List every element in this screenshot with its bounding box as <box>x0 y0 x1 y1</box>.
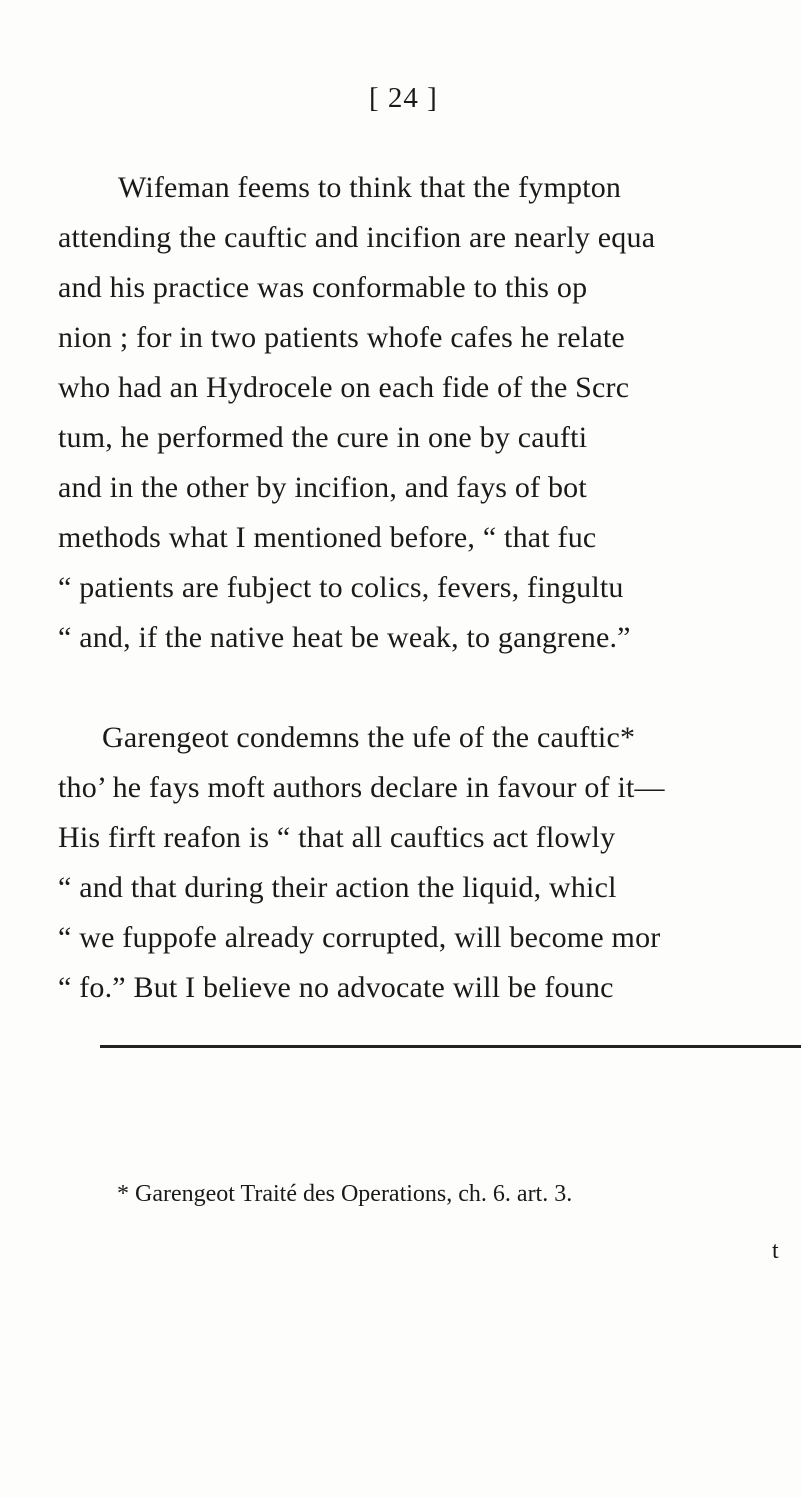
text-line: tum, he performed the cure in one by caufti <box>58 421 588 454</box>
text-line: who had an Hydrocele on each fide of the Scrc <box>58 371 630 404</box>
text-line: nion ; for in two patients whofe cafes he relate <box>58 321 625 354</box>
text-line: tho’ he fays moft authors declare in favour of it— <box>58 771 665 804</box>
footnote: * Garengeot Traité des Operations, ch. 6. art. 3. <box>117 1181 573 1207</box>
text-line: “ patients are fubject to colics, fevers, fingultu <box>58 571 624 604</box>
footnote-rule <box>100 1045 801 1048</box>
text-line: methods what I mentioned before, “ that fuc <box>58 521 597 554</box>
text-line: Garengeot condemns the ufe of the cauftic* <box>102 721 636 754</box>
text-line: and in the other by incifion, and fays of bot <box>58 471 587 504</box>
text-line: Wifeman feems to think that the fympton <box>118 171 622 204</box>
text-line: “ and that during their action the liquid, whicl <box>58 871 617 904</box>
text-line: His firft reafon is “ that all cauftics act flowly <box>58 821 616 854</box>
text-line: and his practice was conformable to this op <box>58 271 588 304</box>
text-line: attending the cauftic and incifion are nearly equa <box>58 221 656 254</box>
page-number: [ 24 ] <box>369 82 438 114</box>
text-line: “ we fuppofe already corrupted, will become mor <box>58 921 661 954</box>
text-line: “ and, if the native heat be weak, to gangrene.” <box>58 621 631 654</box>
text-line: “ fo.” But I believe no advocate will be founc <box>58 971 614 1004</box>
catchword: t <box>772 1238 779 1264</box>
